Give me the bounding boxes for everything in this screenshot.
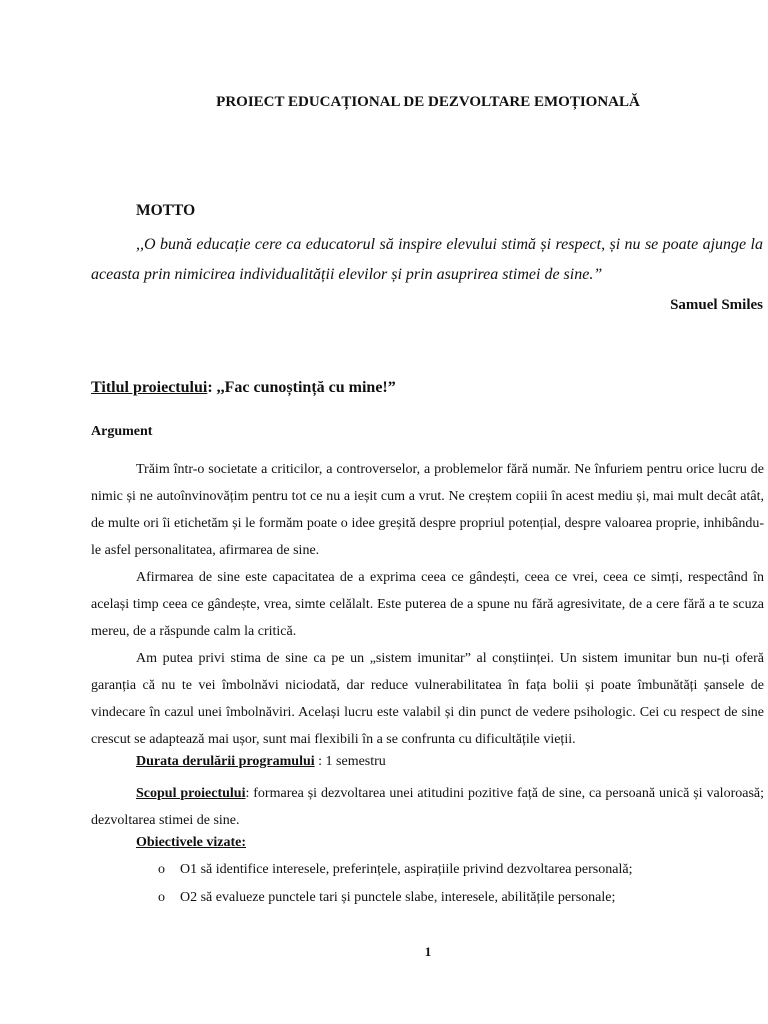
project-title-label: Titlul proiectului <box>91 379 208 396</box>
project-title <box>91 379 396 397</box>
duration-value: : 1 semestru <box>314 754 386 769</box>
objective-text: O1 să identifice interesele, preferințele, aspirațiile privind dezvoltarea personală; <box>180 862 633 877</box>
motto-quote: ,,O bună educație cere ca educatorul să inspire elevului stimă și respect, și nu se poate ajunge la aceasta prin nimicirea individualității elevilor și prin asuprirea stimei de sine.” <box>91 236 763 283</box>
scope-paragraph <box>91 780 764 834</box>
argument-paragraph-2: Afirmarea de sine este capacitatea de a exprima ceea ce gândești, ceea ce vrei, ceea ce simți, respectând în același timp ceea ce gândește, vrea, simte celălalt. Este puterea de a spune nu fără agresivitate, de a cere fără a te scuza mereu, de a răspunde calm la critică. <box>91 570 764 639</box>
objective-item <box>158 890 615 906</box>
objective-item <box>158 862 632 878</box>
duration-label: Durata derulării programului <box>136 754 315 769</box>
motto-heading: MOTTO <box>136 202 196 219</box>
argument-paragraph-1: Trăim într-o societate a criticilor, a controverselor, a problemelor fără număr. Ne înfuriem pentru orice lucru de nimic și ne autoînvinovățim pentru tot ce nu a ieșit cum a vrut. Ne creștem copiii în acest mediu și, mai mult decât atât, de multe ori îi etichetăm și le formăm poate o idee greșită despre propriul potențial, despre valoarea proprie, inhibându-le asfel personalitatea, afirmarea de sine. <box>91 462 764 558</box>
objective-text: O2 să evalueze punctele tari și punctele slabe, interesele, abilitățile personale; <box>180 890 616 905</box>
objectives-heading: Obiectivele vizate: <box>136 835 247 850</box>
document-title: PROIECT EDUCAȚIONAL DE DEZVOLTARE EMOȚIONALĂ <box>216 94 640 110</box>
motto-author: Samuel Smiles <box>670 297 763 313</box>
duration-line <box>136 754 386 770</box>
argument-heading: Argument <box>91 424 153 439</box>
argument-paragraph-3: Am putea privi stima de sine ca pe un „sistem imunitar” al conștiinței. Un sistem imunitar bun nu-ți oferă garanția că nu te vei îmbolnăvi niciodată, dar reduce vulnerabilitatea în fața bolii și poate îmbunătăți șansele de vindecare în cazul unei îmbolnăviri. Același lucru este valabil și din punct de vedere psihologic. Cei cu respect de sine crescut se adaptează mai ușor, sunt mai flexibili în a se confrunta cu dificultățile vieții. <box>91 651 764 747</box>
bullet-icon: o <box>158 862 165 877</box>
scope-value: : formarea și dezvoltarea unei atitudini pozitive față de sine, ca persoană unică și valoroasă; dezvoltarea stimei de sine. <box>91 786 765 828</box>
scope-label: Scopul proiectului <box>136 786 246 801</box>
page-number: 1 <box>424 944 432 959</box>
bullet-icon: o <box>158 890 165 905</box>
project-title-value: : ,,Fac cunoștință cu mine!” <box>207 379 396 396</box>
